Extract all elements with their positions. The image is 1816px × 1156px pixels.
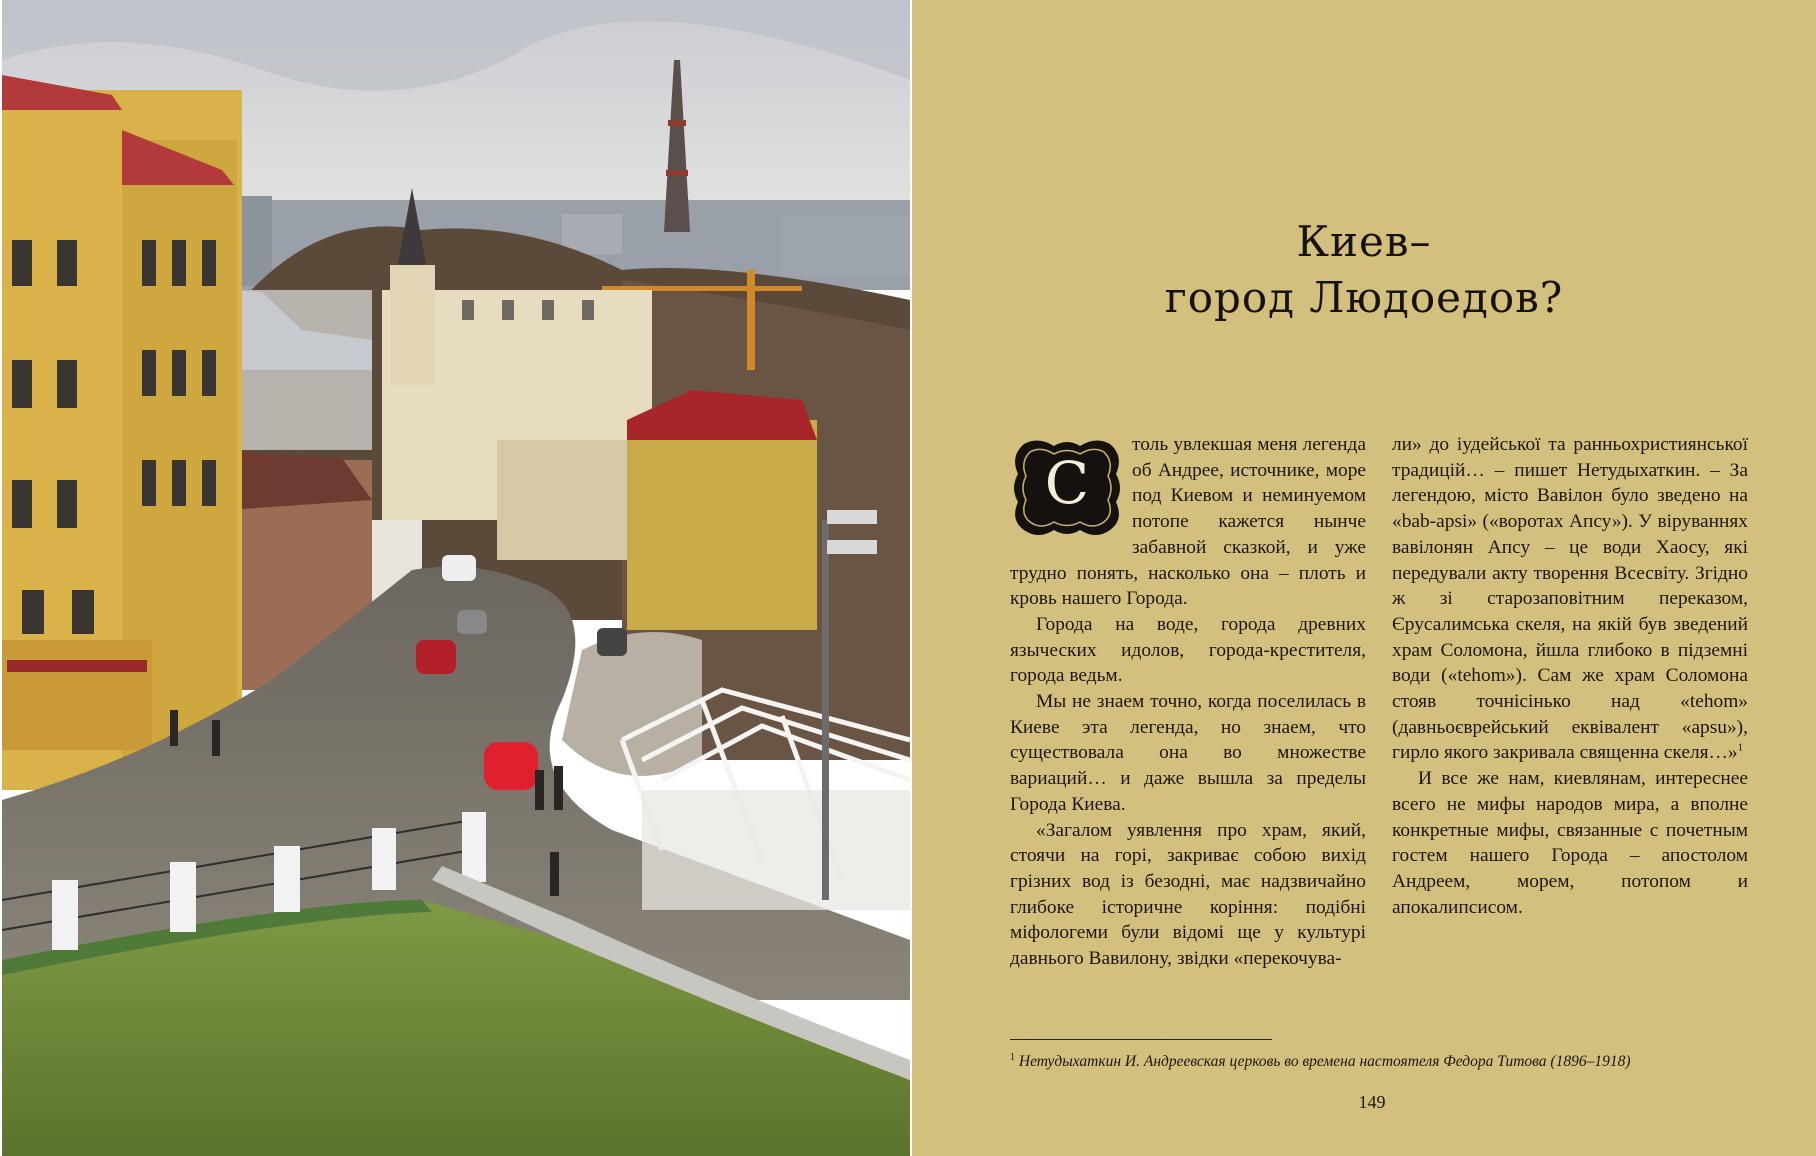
kyiv-street-photo <box>2 0 910 1156</box>
chapter-title-line2: город Людоедов? <box>1164 273 1564 322</box>
page-number: 149 <box>1358 1092 1386 1112</box>
paragraph-5-text: ли» до іудейської та ранньохристиянської традицій… – пишет Нетудыхаткин. – За легендою, місто Вавілон було зведено на «bab-apsi» («воротах Апсу»). У віруваннях вавілонян Апсу – це води Хаосу, які передували акту творення Всесвіту. Згідно ж зі старозаповітним переказом, Єрусалимська скеля, на якій був зведений храм Соломона, йшла глибоко в підземні води («tehom»). Сам же храм Соломона стояв точнісінько над «tehom» (давньоєврейський еквівалент «apsu»), гирло якого закривала священна скеля…» <box>1392 434 1748 764</box>
chapter-title <box>912 214 1816 326</box>
footnote <box>1010 1052 1750 1072</box>
text-column-right <box>1392 432 1748 920</box>
paragraph-2: Города на воде, города древних языческих идолов, города-крестителя, города ведьм. <box>1010 613 1366 687</box>
footnote-divider <box>1010 1039 1272 1040</box>
chapter-title-line1: Киев– <box>1296 217 1432 266</box>
paragraph-5 <box>1392 432 1748 766</box>
paragraph-1: толь увлекшая меня легенда об Андрее, источнике, море под Киевом и неминуемом потопе кажется нынче забавной сказкой, и уже трудно понять, насколько она – плоть и кровь нашего Города. <box>1010 434 1366 610</box>
drop-cap <box>1010 436 1124 540</box>
paragraph-3: Мы не знаем точно, когда поселилась в Киеве эта легенда, но знаем, что существовала она во множестве вариаций… и даже вышла за пределы Города Киева. <box>1010 691 1366 815</box>
footnote-ref: 1 <box>1737 741 1744 754</box>
paragraph-4: «Загалом уявлення про храм, який, стоячи на горі, закриває собою вихід грізних вод із безодні, має надзвичайно глибоке історичне коріння: подібні міфологеми були відомі ще у культурі давнього Вавилону, звідки «перекочува- <box>1010 819 1366 970</box>
paragraph-6: И все же нам, киевлянам, интереснее всего не мифы народов мира, а вполне конкретные мифы, связанные с почетным гостем нашего Города – апостолом Андреем, морем, потопом и апокалипсисом. <box>1392 768 1748 918</box>
drop-cap-letter: С <box>1044 449 1090 517</box>
text-column-left <box>1010 432 1366 972</box>
text-page <box>912 0 1816 1156</box>
footnote-text: Нетудыхаткин И. Андреевская церковь во времена настоятеля Федора Титова (1896–1918) <box>1018 1053 1631 1070</box>
footnote-mark: 1 <box>1010 1051 1015 1063</box>
